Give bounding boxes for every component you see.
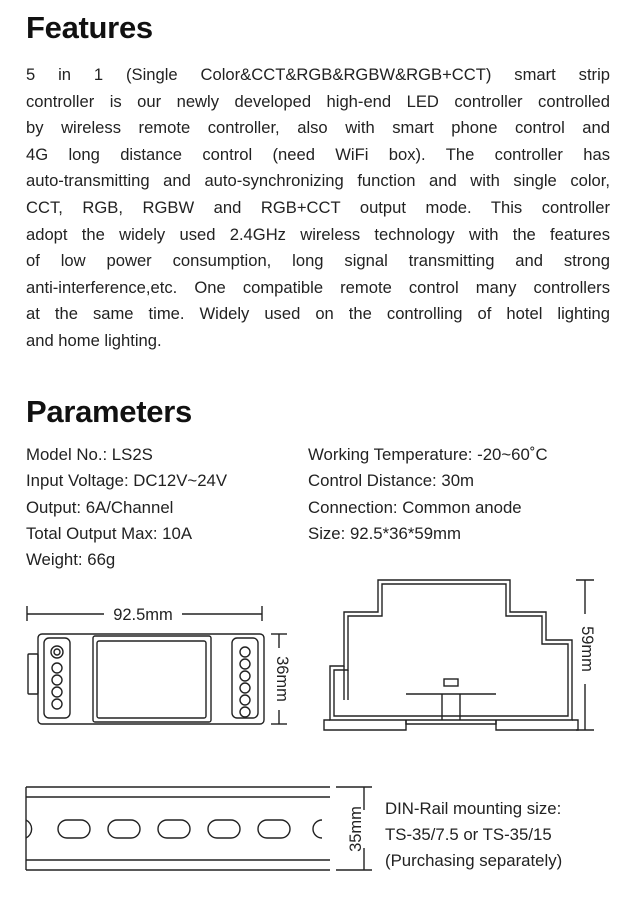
features-line: anti-interference,etc. One compatible remote control many controllers xyxy=(26,277,610,297)
features-line: 4G long distance control (need WiFi box). The controller has xyxy=(26,144,610,164)
param-total-output: Total Output Max: 10A xyxy=(26,523,193,543)
features-line: CCT, RGB, RGBW and RGB+CCT output mode. This controller xyxy=(26,197,610,217)
front-view-drawing xyxy=(0,596,310,746)
din-rail-note-line: DIN-Rail mounting size: xyxy=(385,799,562,818)
features-line: 5 in 1 (Single Color&CCT&RGB&RGBW&RGB+CCT) smart strip xyxy=(26,65,610,84)
din-rail-note-line: TS-35/7.5 or TS-35/15 xyxy=(385,825,552,844)
features-line: by wireless remote controller, also with smart phone control and xyxy=(26,118,610,138)
param-output: Output: 6A/Channel xyxy=(26,497,174,517)
param-input-voltage: Input Voltage: DC12V~24V xyxy=(26,471,228,491)
din-rail-note-line: (Purchasing separately) xyxy=(385,851,563,870)
depth-dimension-label: 59mm xyxy=(578,626,596,672)
param-model: Model No.: LS2S xyxy=(26,445,153,464)
parameters-left-column xyxy=(26,442,227,573)
parameters-heading: Parameters xyxy=(26,394,192,429)
features-line: adopt the widely used 2.4GHz wireless technology with the features xyxy=(26,224,610,244)
parameters-right-column xyxy=(308,442,548,547)
rail-dimension-label: 35mm xyxy=(347,806,365,852)
side-view-drawing xyxy=(310,570,634,740)
param-connection: Connection: Common anode xyxy=(308,497,522,517)
height-dimension-label: 36mm xyxy=(273,656,291,702)
features-line: controller is our newly developed high-end LED controller controlled xyxy=(26,91,610,111)
param-working-temperature: Working Temperature: -20~60˚C xyxy=(308,445,548,464)
param-size: Size: 92.5*36*59mm xyxy=(308,523,461,543)
din-rail-drawing xyxy=(0,770,380,890)
features-line: auto-transmitting and auto-synchronizing function and with single color, xyxy=(26,171,610,191)
features-line: at the same time. Widely used on the controlling of hotel lighting xyxy=(26,304,610,324)
width-dimension-label: 92.5mm xyxy=(113,606,173,624)
features-heading: Features xyxy=(26,10,153,45)
din-rail-mounting-note xyxy=(385,796,562,874)
features-line: and home lighting. xyxy=(26,330,162,350)
param-control-distance: Control Distance: 30m xyxy=(308,471,475,491)
features-description xyxy=(26,62,610,355)
param-weight: Weight: 66g xyxy=(26,550,116,570)
features-line: of low power consumption, long signal transmitting and strong xyxy=(26,251,610,271)
